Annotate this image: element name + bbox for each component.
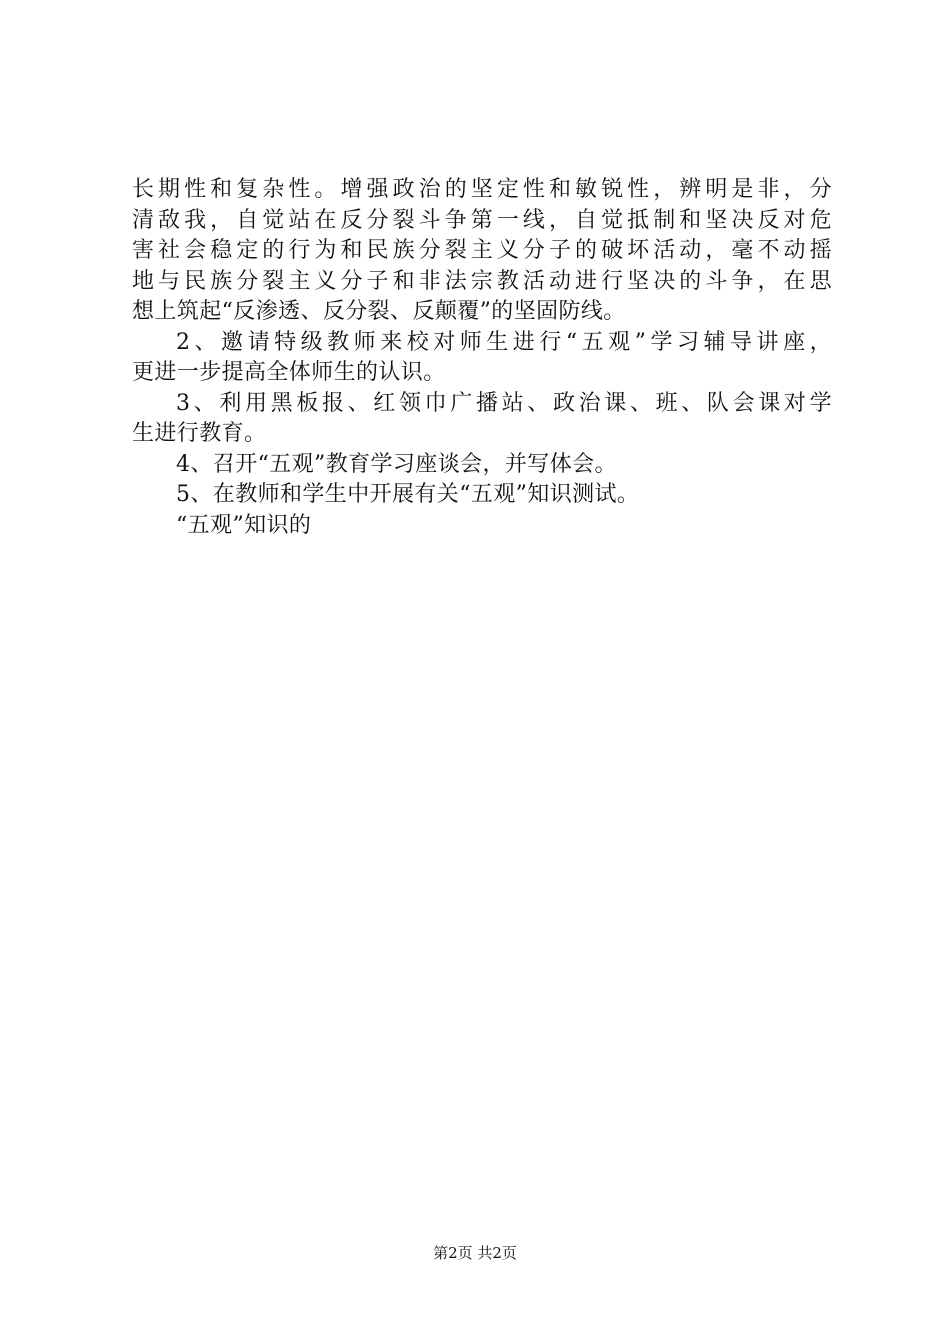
list-item-3-line: 生进行教育。: [132, 421, 267, 446]
list-item-2-line: 2、邀请特级教师来校对师生进行“五观”学习辅导讲座，: [176, 329, 832, 355]
section-heading-fragment: “五观”知识的: [176, 512, 312, 538]
list-item-3-line: 3、利用黑板报、红领巾广播站、政治课、班、队会课对学: [176, 390, 832, 416]
list-item-2-line: 更进一步提高全体师生的认识。: [132, 360, 446, 385]
document-body: [132, 175, 832, 541]
list-item-5-line: 5、在教师和学生中开展有关“五观”知识测试。: [176, 482, 640, 507]
body-line: 长期性和复杂性。增强政治的坚定性和敏锐性，辨明是非，分: [132, 177, 832, 202]
body-line: 想上筑起“反渗透、反分裂、反颠覆”的坚固防线。: [132, 299, 626, 324]
body-line: 清敌我，自觉站在反分裂斗争第一线，自觉抵制和坚决反对危: [132, 207, 832, 233]
page-footer: 第2页 共2页: [433, 1244, 517, 1262]
body-line: 地与民族分裂主义分子和非法宗教活动进行坚决的斗争，在思: [132, 268, 832, 294]
list-item-4-line: 4、召开“五观”教育学习座谈会，并写体会。: [176, 451, 617, 477]
body-line: 害社会稳定的行为和民族分裂主义分子的破坏活动，毫不动摇: [132, 238, 832, 263]
